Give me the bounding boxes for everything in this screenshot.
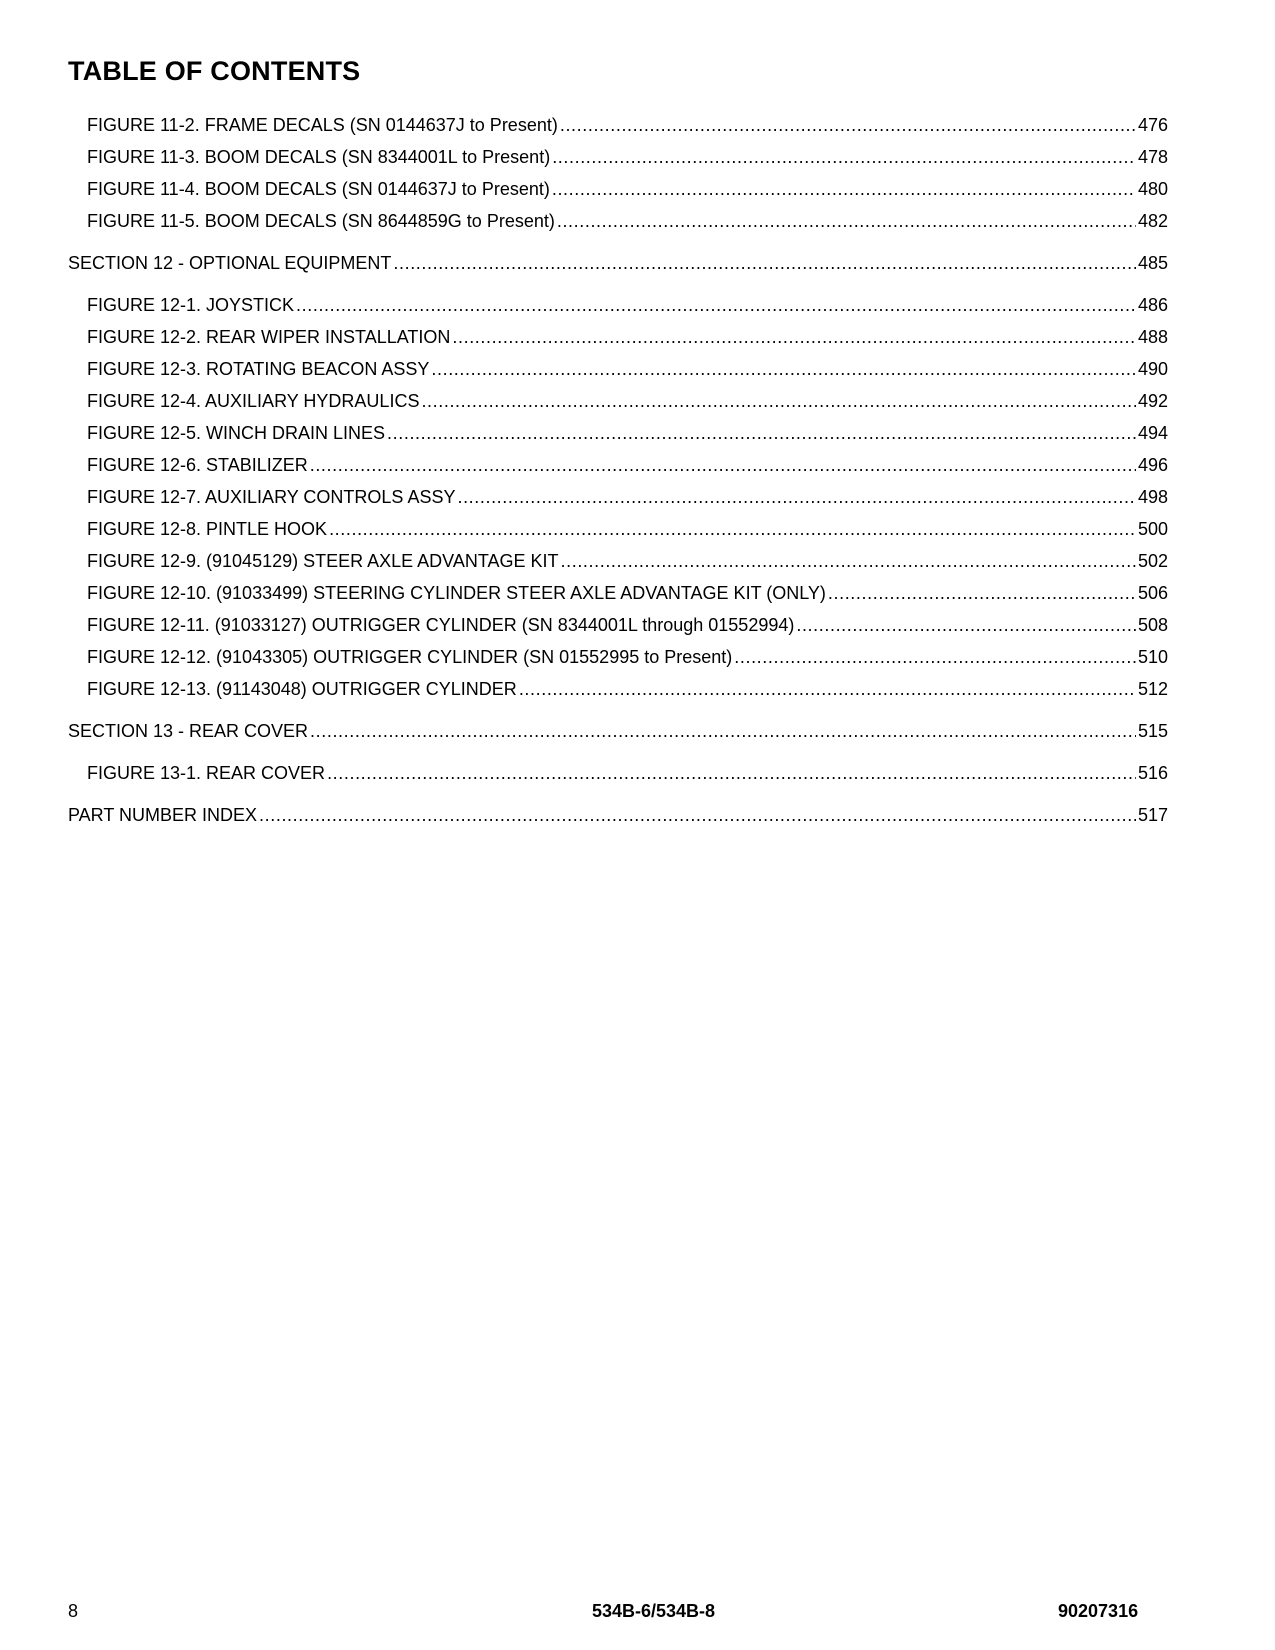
toc-entry-title: FIGURE 12-1. JOYSTICK: [87, 295, 295, 315]
toc-dot-leader: [828, 577, 1136, 609]
table-of-contents: [68, 109, 1168, 841]
toc-dot-leader: [387, 417, 1136, 449]
toc-entry-title: FIGURE 12-13. (91143048) OUTRIGGER CYLINDER: [87, 679, 517, 699]
toc-dot-leader: [734, 641, 1136, 673]
toc-entry-page: 488: [1137, 327, 1168, 347]
toc-entry-page: 516: [1137, 763, 1168, 783]
toc-entry-page: 498: [1137, 487, 1168, 507]
toc-dot-leader: [296, 289, 1136, 321]
toc-figure-entry[interactable]: [68, 385, 1168, 417]
footer-page-number: 8: [68, 1601, 79, 1621]
footer-document-number: 90207316: [1058, 1601, 1139, 1621]
toc-entry-page: 510: [1137, 647, 1168, 667]
footer-model: 534B-6/534B-8: [591, 1601, 716, 1621]
toc-entry-title: FIGURE 11-2. FRAME DECALS (SN 0144637J to Present): [87, 115, 558, 135]
toc-dot-leader: [393, 247, 1136, 279]
toc-section-entry[interactable]: [68, 247, 1168, 279]
toc-entry-title: FIGURE 12-11. (91033127) OUTRIGGER CYLINDER (SN 8344001L through 01552994): [87, 615, 795, 635]
toc-dot-leader: [329, 513, 1136, 545]
toc-dot-leader: [552, 141, 1136, 173]
toc-entry-title: FIGURE 11-5. BOOM DECALS (SN 8644859G to Present): [87, 211, 555, 231]
toc-dot-leader: [421, 385, 1136, 417]
toc-figure-entry[interactable]: [68, 449, 1168, 481]
toc-figure-entry[interactable]: [68, 609, 1168, 641]
toc-entry-page: 480: [1137, 179, 1168, 199]
toc-entry-title: FIGURE 12-8. PINTLE HOOK: [87, 519, 328, 539]
toc-entry-page: 506: [1137, 583, 1168, 603]
page-footer: [0, 1598, 1275, 1624]
toc-dot-leader: [259, 799, 1136, 831]
toc-figure-entry[interactable]: [68, 545, 1168, 577]
toc-figure-entry[interactable]: [68, 757, 1168, 789]
toc-figure-entry[interactable]: [68, 141, 1168, 173]
toc-dot-leader: [561, 545, 1136, 577]
toc-dot-leader: [452, 321, 1136, 353]
toc-entry-page: 494: [1137, 423, 1168, 443]
toc-entry-page: 485: [1137, 253, 1168, 273]
toc-figure-entry[interactable]: [68, 673, 1168, 705]
toc-dot-leader: [552, 173, 1136, 205]
toc-entry-title: FIGURE 12-6. STABILIZER: [87, 455, 308, 475]
toc-figure-entry[interactable]: [68, 353, 1168, 385]
toc-entry-page: 517: [1137, 805, 1168, 825]
toc-entry-title: FIGURE 12-12. (91043305) OUTRIGGER CYLINDER (SN 01552995 to Present): [87, 647, 733, 667]
toc-entry-title: FIGURE 11-4. BOOM DECALS (SN 0144637J to Present): [87, 179, 550, 199]
toc-entry-page: 500: [1137, 519, 1168, 539]
toc-entry-title: FIGURE 12-7. AUXILIARY CONTROLS ASSY: [87, 487, 456, 507]
toc-entry-page: 486: [1137, 295, 1168, 315]
toc-entry-title: SECTION 12 - OPTIONAL EQUIPMENT: [68, 253, 392, 273]
toc-entry-page: 482: [1137, 211, 1168, 231]
toc-figure-entry[interactable]: [68, 481, 1168, 513]
toc-entry-title: FIGURE 13-1. REAR COVER: [87, 763, 326, 783]
toc-figure-entry[interactable]: [68, 641, 1168, 673]
toc-entry-title: FIGURE 12-9. (91045129) STEER AXLE ADVANTAGE KIT: [87, 551, 559, 571]
toc-dot-leader: [327, 757, 1136, 789]
toc-entry-title: PART NUMBER INDEX: [68, 805, 258, 825]
toc-dot-leader: [457, 481, 1135, 513]
toc-figure-entry[interactable]: [68, 173, 1168, 205]
toc-entry-title: FIGURE 12-5. WINCH DRAIN LINES: [87, 423, 386, 443]
toc-entry-title: FIGURE 12-3. ROTATING BEACON ASSY: [87, 359, 430, 379]
toc-entry-title: FIGURE 12-10. (91033499) STEERING CYLINDER STEER AXLE ADVANTAGE KIT (ONLY): [87, 583, 826, 603]
toc-entry-page: 492: [1137, 391, 1168, 411]
toc-figure-entry[interactable]: [68, 321, 1168, 353]
toc-figure-entry[interactable]: [68, 205, 1168, 237]
toc-entry-title: FIGURE 11-3. BOOM DECALS (SN 8344001L to Present): [87, 147, 551, 167]
toc-entry-page: 490: [1137, 359, 1168, 379]
toc-dot-leader: [310, 449, 1136, 481]
toc-dot-leader: [796, 609, 1136, 641]
page-title: TABLE OF CONTENTS: [68, 56, 361, 86]
toc-entry-title: FIGURE 12-2. REAR WIPER INSTALLATION: [87, 327, 451, 347]
toc-figure-entry[interactable]: [68, 577, 1168, 609]
toc-figure-entry[interactable]: [68, 289, 1168, 321]
toc-dot-leader: [431, 353, 1136, 385]
toc-entry-page: 476: [1137, 115, 1168, 135]
toc-entry-page: 508: [1137, 615, 1168, 635]
toc-dot-leader: [310, 715, 1136, 747]
toc-entry-page: 496: [1137, 455, 1168, 475]
toc-entry-title: SECTION 13 - REAR COVER: [68, 721, 309, 741]
toc-entry-title: FIGURE 12-4. AUXILIARY HYDRAULICS: [87, 391, 420, 411]
toc-entry-page: 515: [1137, 721, 1168, 741]
toc-section-entry[interactable]: [68, 715, 1168, 747]
toc-section-entry[interactable]: [68, 799, 1168, 831]
toc-dot-leader: [557, 205, 1136, 237]
toc-figure-entry[interactable]: [68, 417, 1168, 449]
toc-entry-page: 478: [1137, 147, 1168, 167]
toc-dot-leader: [519, 673, 1136, 705]
toc-figure-entry[interactable]: [68, 513, 1168, 545]
toc-entry-page: 512: [1137, 679, 1168, 699]
toc-figure-entry[interactable]: [68, 109, 1168, 141]
toc-dot-leader: [560, 109, 1136, 141]
toc-entry-page: 502: [1137, 551, 1168, 571]
